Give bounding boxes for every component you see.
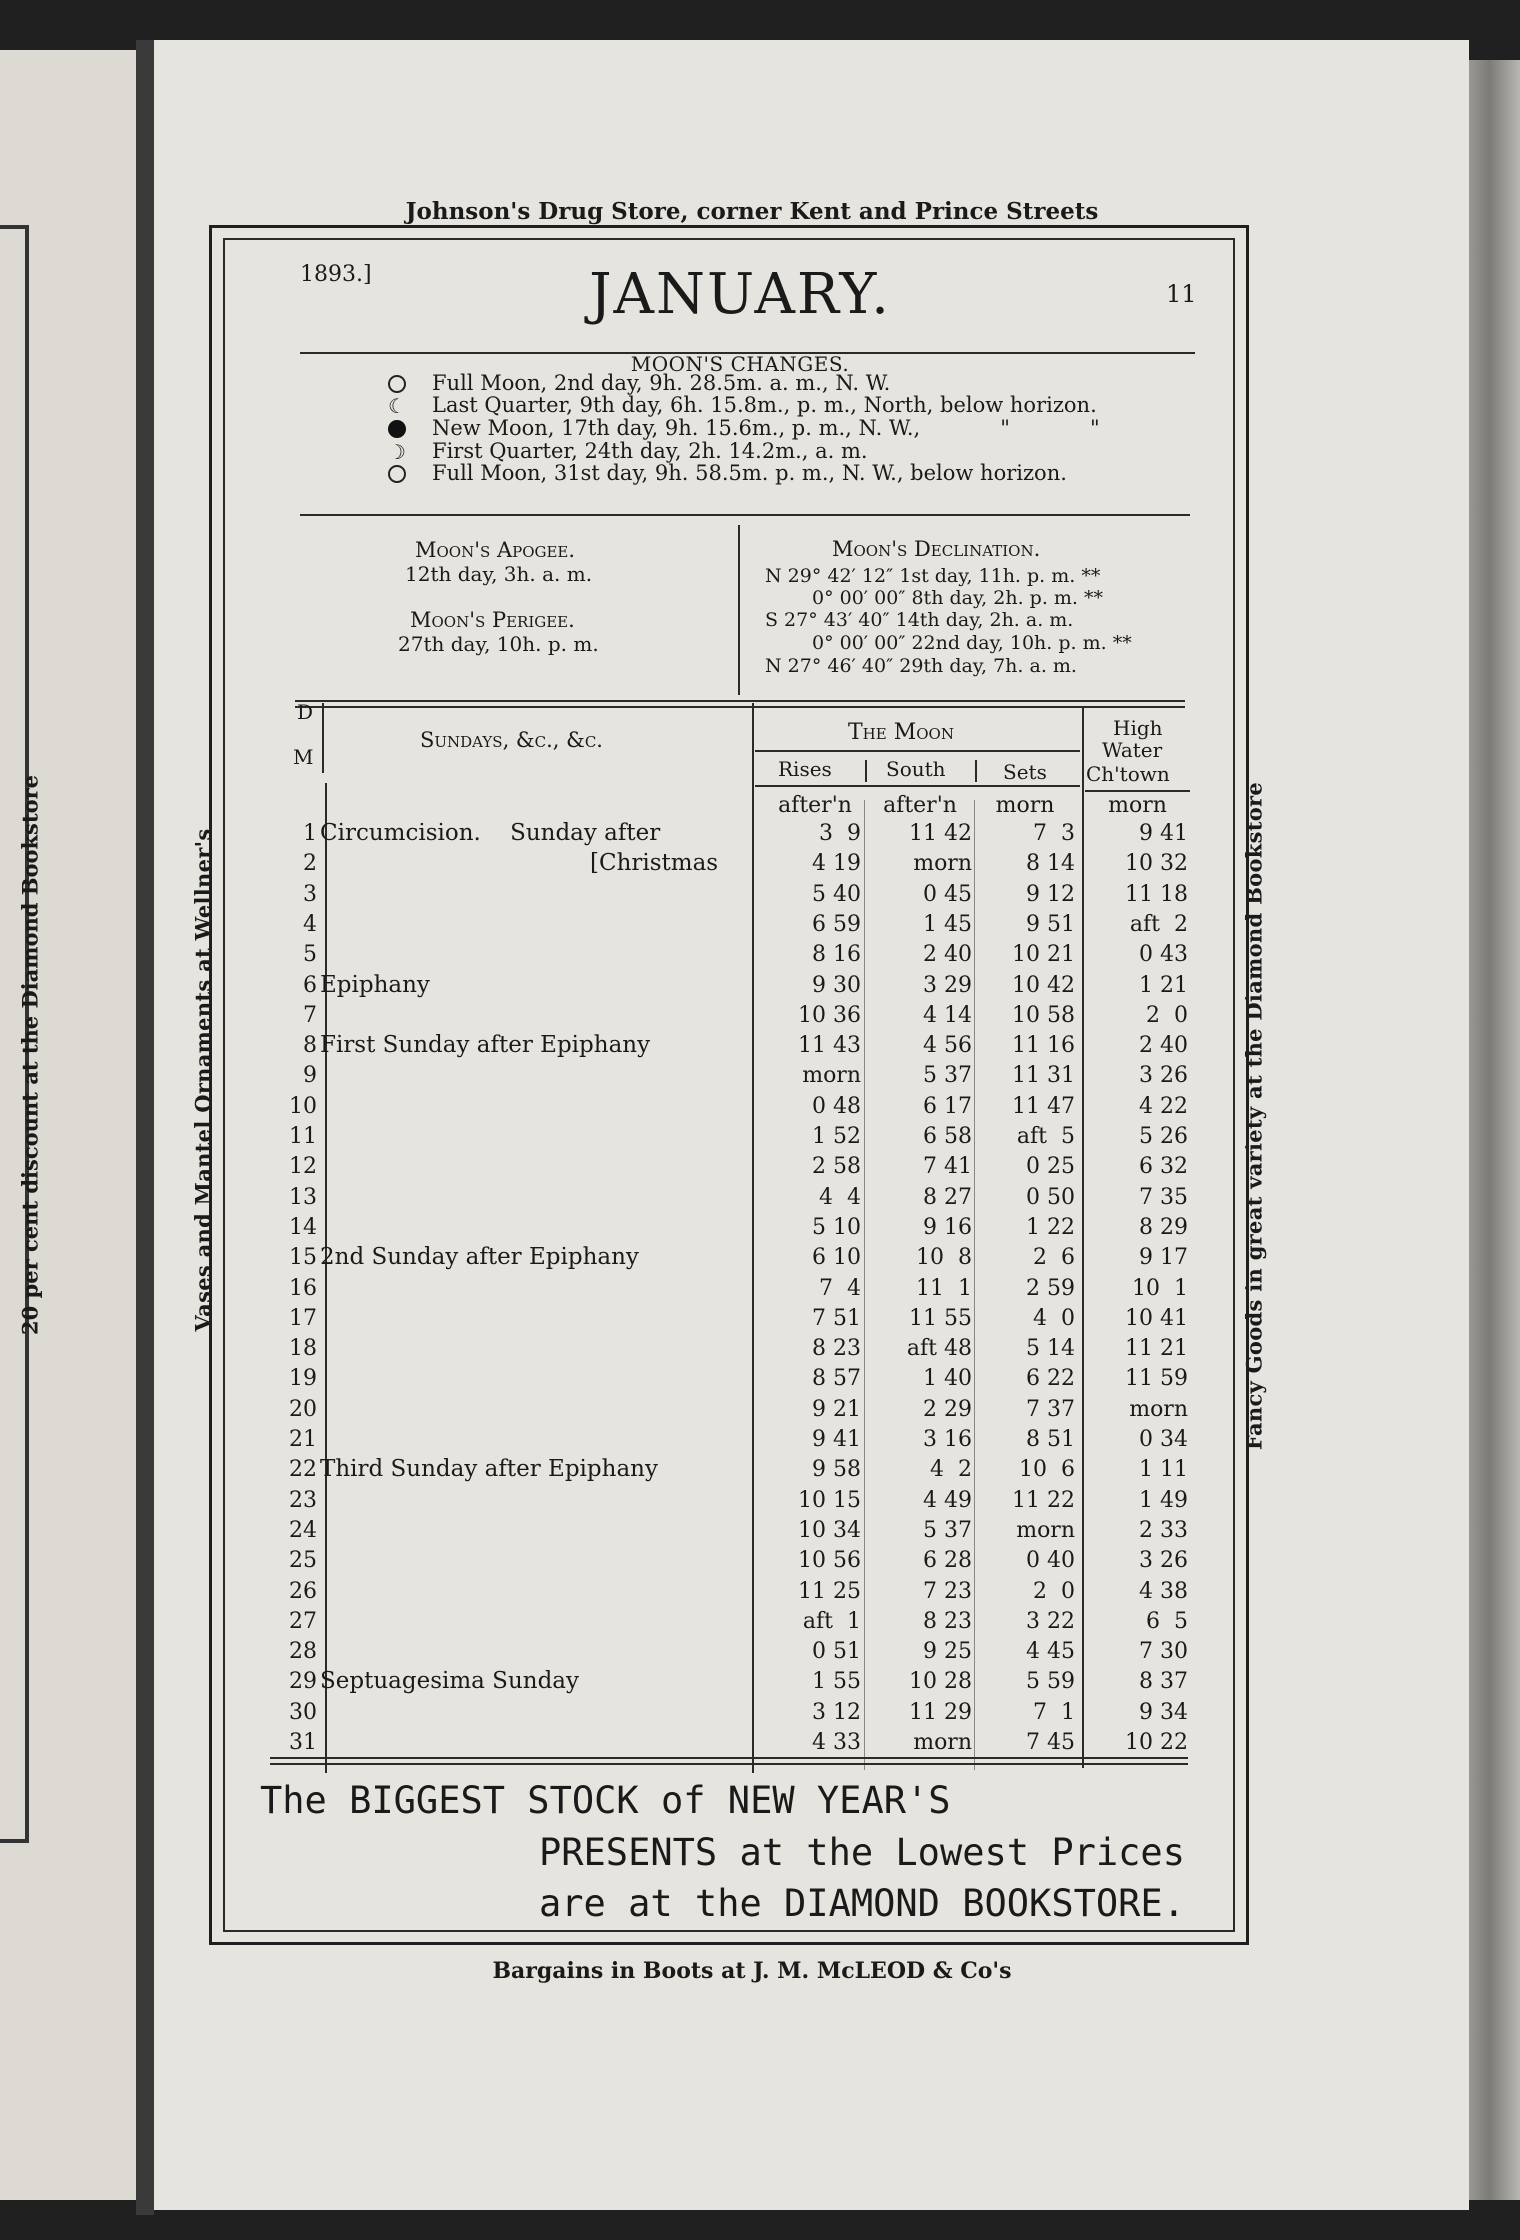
rule-table-bottom [270,1757,1188,1759]
moon-sets-cell: 7 37 [1026,1397,1075,1422]
moon-sets-cell: 3 22 [1026,1609,1075,1634]
moon-rises-cell: 3 12 [812,1700,861,1725]
moon-sets-cell: 4 45 [1026,1639,1075,1664]
moon-rises-cell: 0 48 [812,1094,861,1119]
rule-declination-2 [295,706,1185,708]
rule-events-divider [752,703,754,1773]
day-number: 14 [289,1215,317,1240]
moon-sets-cell: 10 42 [1012,973,1075,998]
declination-line: 0° 00′ 00″ 22nd day, 10h. p. m. ** [812,632,1132,654]
day-number: 16 [289,1276,317,1301]
moon-south-cell: 7 23 [923,1579,972,1604]
header-ad-text: Johnson's Drug Store, corner Kent and Prince Streets [405,198,1099,225]
day-number: 26 [289,1579,317,1604]
day-number: 3 [303,882,317,907]
sets-subheader: morn [995,793,1055,818]
south-subheader: after'n [883,793,957,818]
declination-line: 0° 00′ 00″ 8th day, 2h. p. m. ** [812,587,1103,609]
moon-sets-cell: 11 22 [1012,1488,1075,1513]
high-water-cell: 8 29 [1139,1215,1188,1240]
high-water-cell: 10 32 [1125,851,1188,876]
high-water-cell: 0 34 [1139,1427,1188,1452]
moon-south-cell: 5 37 [923,1518,972,1543]
moon-south-cell: 4 14 [923,1003,972,1028]
moon-rises-cell: 8 23 [812,1336,861,1361]
moon-rises-cell: 9 58 [812,1457,861,1482]
moon-south-cell: 11 42 [909,821,972,846]
rule-rises-south [865,760,867,782]
day-number: 19 [289,1366,317,1391]
footer-advertisement [0,1958,1520,1984]
high-water-cell: 6 5 [1146,1609,1188,1634]
day-number: 24 [289,1518,317,1543]
moon-south-cell: 8 27 [923,1185,972,1210]
declination-title: Moon's Declination. [832,537,1041,561]
calendar-event: 2nd Sunday after Epiphany [320,1244,639,1270]
left-side-ad-text: Vases and Mantel Ornaments at Wellner's [190,828,216,1332]
day-number: 30 [289,1700,317,1725]
moon-rises-cell: 10 34 [798,1518,861,1543]
moon-rises-cell: 7 4 [819,1276,861,1301]
moon-rises-cell: 10 15 [798,1488,861,1513]
high-water-cell: 11 18 [1125,882,1188,907]
col-dm-bottom: M [293,745,314,769]
col-south-header: South [886,757,946,781]
moon-sets-cell: aft 5 [1016,1124,1075,1149]
moon-south-cell: 9 25 [923,1639,972,1664]
moon-sets-cell: 2 0 [1033,1579,1075,1604]
moon-rises-cell: 5 10 [812,1215,861,1240]
day-number: 29 [289,1669,317,1694]
moon-sets-cell: 2 59 [1026,1276,1075,1301]
moon-rises-cell: 4 19 [812,851,861,876]
moon-rises-cell: 11 25 [798,1579,861,1604]
calendar-event: Circumcision. Sunday after [320,820,661,846]
moon-south-cell: 11 29 [909,1700,972,1725]
moon-south-cell: 0 45 [923,882,972,907]
high-water-cell: 3 26 [1139,1063,1188,1088]
moon-rises-cell: 8 57 [812,1366,861,1391]
moon-south-cell: 6 58 [923,1124,972,1149]
moon-rises-cell: 9 30 [812,973,861,998]
col-hw-header-1: High [1113,716,1163,740]
high-water-cell: 5 26 [1139,1124,1188,1149]
day-number: 23 [289,1488,317,1513]
rule-table-bottom-2 [270,1763,1188,1765]
moon-rises-cell: 3 9 [819,821,861,846]
declination-line: N 29° 42′ 12″ 1st day, 11h. p. m. ** [765,565,1101,587]
calendar-event: First Sunday after Epiphany [320,1032,651,1058]
high-water-cell: 7 30 [1139,1639,1188,1664]
header-advertisement [0,198,1520,225]
page-edge [1469,60,1520,2200]
moon-sets-cell: 10 21 [1012,942,1075,967]
calendar-event: Septuagesima Sunday [320,1668,579,1694]
perigee-title: Moon's Perigee. [410,608,575,632]
high-water-cell: 4 38 [1139,1579,1188,1604]
hw-subheader: morn [1108,793,1167,818]
moon-rises-cell: 9 21 [812,1397,861,1422]
col-hw-header-3: Ch'town [1086,762,1170,786]
moon-sets-cell: 0 50 [1026,1185,1075,1210]
day-number: 27 [289,1609,317,1634]
moon-sets-cell: 9 12 [1026,882,1075,907]
high-water-cell: 7 35 [1139,1185,1188,1210]
col-events-header: Sundays, &c., &c. [420,728,603,752]
high-water-cell: 1 49 [1139,1488,1188,1513]
moon-sets-cell: 11 16 [1012,1033,1075,1058]
moon-south-cell: 7 41 [923,1154,972,1179]
high-water-cell: 9 17 [1139,1245,1188,1270]
high-water-cell: 11 59 [1125,1366,1188,1391]
moon-sets-cell: 10 58 [1012,1003,1075,1028]
moon-south-cell: 1 40 [923,1366,972,1391]
moon-sets-cell: 2 6 [1033,1245,1075,1270]
moon-south-cell: 11 55 [909,1306,972,1331]
moon-rises-cell: 5 40 [812,882,861,907]
high-water-cell: 9 41 [1139,821,1188,846]
moon-sets-cell: 1 22 [1026,1215,1075,1240]
moon-south-cell: 5 37 [923,1063,972,1088]
moon-sets-cell: 7 1 [1033,1700,1075,1725]
moon-change-line: Full Moon, 2nd day, 9h. 28.5m. a. m., N. W. [432,371,891,395]
day-number: 17 [289,1306,317,1331]
moon-south-cell: morn [913,1730,972,1755]
moon-sets-cell: 8 14 [1026,851,1075,876]
moon-south-cell: aft 48 [906,1336,972,1361]
high-water-cell: 8 37 [1139,1669,1188,1694]
footer-ad-text: Bargains in Boots at J. M. McLEOD & Co's [492,1958,1012,1984]
moon-south-cell: 10 28 [909,1669,972,1694]
high-water-cell: 9 34 [1139,1700,1188,1725]
moon-sets-cell: 10 6 [1019,1457,1075,1482]
day-number: 6 [303,973,317,998]
new-moon-icon [388,420,406,438]
moon-rises-cell: 10 56 [798,1548,861,1573]
rule-moon-subheader [755,750,1080,752]
high-water-cell: 0 43 [1139,942,1188,967]
day-number: 21 [289,1427,317,1452]
day-number: 25 [289,1548,317,1573]
bottom-ad-line-2: PRESENTS at the Lowest Prices [538,1831,1185,1874]
moon-south-cell: 1 45 [923,912,972,937]
moon-sets-cell: 0 25 [1026,1154,1075,1179]
moon-sets-cell: 0 40 [1026,1548,1075,1573]
moon-changes-title: MOON'S CHANGES. [630,352,850,376]
moon-rises-cell: 10 36 [798,1003,861,1028]
rule-moon-changes [300,514,1190,516]
calendar-event: Third Sunday after Epiphany [320,1456,658,1482]
day-number: 2 [303,851,317,876]
day-number: 18 [289,1336,317,1361]
moon-sets-cell: 6 22 [1026,1366,1075,1391]
moon-south-cell: 10 8 [916,1245,972,1270]
day-number: 15 [289,1245,317,1270]
rule-apogee-divider [738,525,740,695]
moon-rises-cell: 6 10 [812,1245,861,1270]
high-water-cell: 11 21 [1125,1336,1188,1361]
moon-rises-cell: 11 43 [798,1033,861,1058]
moon-sets-cell: 8 51 [1026,1427,1075,1452]
day-number: 9 [303,1063,317,1088]
first-quarter-icon: ☽ [388,440,406,464]
day-number: 28 [289,1639,317,1664]
rule-declination [295,700,1185,702]
moon-change-line: First Quarter, 24th day, 2h. 14.2m., a. m. [432,439,868,463]
moon-south-cell: 4 56 [923,1033,972,1058]
moon-south-cell: 3 29 [923,973,972,998]
calendar-event: Epiphany [320,972,430,998]
high-water-cell: 10 22 [1125,1730,1188,1755]
high-water-cell: 2 33 [1139,1518,1188,1543]
moon-rises-cell: morn [802,1063,861,1088]
moon-rises-cell: 4 4 [819,1185,861,1210]
moon-rises-cell: 1 52 [812,1124,861,1149]
moon-sets-cell: 7 3 [1033,821,1075,846]
moon-rises-cell: 0 51 [812,1639,861,1664]
moon-south-cell: 6 28 [923,1548,972,1573]
apogee-value: 12th day, 3h. a. m. [405,562,593,586]
month-title: JANUARY. [589,262,891,327]
rises-subheader: after'n [778,793,852,818]
last-quarter-icon: ☾ [388,394,406,418]
high-water-cell: 3 26 [1139,1548,1188,1573]
high-water-cell: 1 21 [1139,973,1188,998]
day-number: 7 [303,1003,317,1028]
day-number: 11 [289,1124,317,1149]
bottom-ad-line-1: The BIGGEST STOCK of NEW YEAR'S [260,1779,951,1822]
moon-sets-cell: 11 47 [1012,1094,1075,1119]
apogee-title: Moon's Apogee. [415,538,576,562]
year-label: 1893.] [300,262,372,287]
moon-rises-cell: 2 58 [812,1154,861,1179]
full-moon-icon [388,465,406,483]
day-number: 13 [289,1185,317,1210]
col-rises-header: Rises [778,757,832,781]
moon-rises-cell: 6 59 [812,912,861,937]
day-number: 12 [289,1154,317,1179]
high-water-cell: 10 41 [1125,1306,1188,1331]
calendar-event: [Christmas [590,850,719,876]
high-water-cell: 2 40 [1139,1033,1188,1058]
day-number: 4 [303,912,317,937]
day-number: 1 [303,821,317,846]
page-number: 11 [1166,280,1197,308]
moon-south-cell: 2 29 [923,1397,972,1422]
moon-change-line: Full Moon, 31st day, 9h. 58.5m. p. m., N. W., below horizon. [432,461,1067,485]
moon-sets-cell: 5 59 [1026,1669,1075,1694]
moon-south-cell: morn [913,851,972,876]
prev-page-side-ad-text: 20 per cent discount at the Diamond Bookstore [17,774,43,1336]
day-number: 8 [303,1033,317,1058]
moon-rises-cell: aft 1 [802,1609,861,1634]
rule-dm-divider [325,783,327,1773]
high-water-cell: 2 0 [1146,1003,1188,1028]
moon-south-cell: 11 1 [916,1276,972,1301]
moon-south-cell: 3 16 [923,1427,972,1452]
day-number: 20 [289,1397,317,1422]
rule-moon-cols [755,785,1080,787]
col-sets-header: Sets [1003,760,1047,784]
declination-line: N 27° 46′ 40″ 29th day, 7h. a. m. [765,655,1077,677]
high-water-cell: morn [1129,1397,1188,1422]
moon-south-cell: 6 17 [923,1094,972,1119]
high-water-cell: 1 11 [1139,1457,1188,1482]
moon-south-cell: 9 16 [923,1215,972,1240]
high-water-cell: 6 32 [1139,1154,1188,1179]
rule-rises-south-body [864,800,865,1770]
moon-south-cell: 8 23 [923,1609,972,1634]
moon-south-cell: 4 49 [923,1488,972,1513]
declination-line: S 27° 43′ 40″ 14th day, 2h. a. m. [765,609,1074,631]
col-dm-top: D [297,700,314,724]
day-number: 22 [289,1457,317,1482]
moon-sets-cell: 9 51 [1026,912,1075,937]
high-water-cell: 10 1 [1132,1276,1188,1301]
full-moon-icon [388,375,406,393]
col-hw-header-2: Water [1102,738,1163,762]
bottom-ad-line-3: are at the DIAMOND BOOKSTORE. [538,1882,1185,1925]
perigee-value: 27th day, 10h. p. m. [398,632,599,656]
moon-sets-cell: 4 0 [1033,1306,1075,1331]
day-number: 5 [303,942,317,967]
moon-rises-cell: 9 41 [812,1427,861,1452]
moon-sets-cell: 7 45 [1026,1730,1075,1755]
rule-hw-subheader [1085,790,1190,792]
moon-south-cell: 4 2 [930,1457,972,1482]
moon-change-line: Last Quarter, 9th day, 6h. 15.8m., p. m., North, below horizon. [432,393,1097,417]
high-water-cell: 4 22 [1139,1094,1188,1119]
high-water-cell: aft 2 [1129,912,1188,937]
col-moon-header: The Moon [848,720,954,745]
moon-rises-cell: 7 51 [812,1306,861,1331]
moon-south-cell: 2 40 [923,942,972,967]
moon-sets-cell: 11 31 [1012,1063,1075,1088]
rule-dm-divider-top [322,703,324,773]
moon-sets-cell: 5 14 [1026,1336,1075,1361]
day-number: 31 [289,1730,317,1755]
moon-rises-cell: 1 55 [812,1669,861,1694]
moon-rises-cell: 4 33 [812,1730,861,1755]
day-number: 10 [289,1094,317,1119]
moon-change-line: New Moon, 17th day, 9h. 15.6m., p. m., N. W., " " [432,416,1100,440]
moon-rises-cell: 8 16 [812,942,861,967]
moon-sets-cell: morn [1016,1518,1075,1543]
rule-south-sets [975,760,977,782]
book-gutter [136,40,154,2215]
right-side-ad-text: Fancy Goods in great variety at the Diamond Bookstore [1241,781,1267,1451]
